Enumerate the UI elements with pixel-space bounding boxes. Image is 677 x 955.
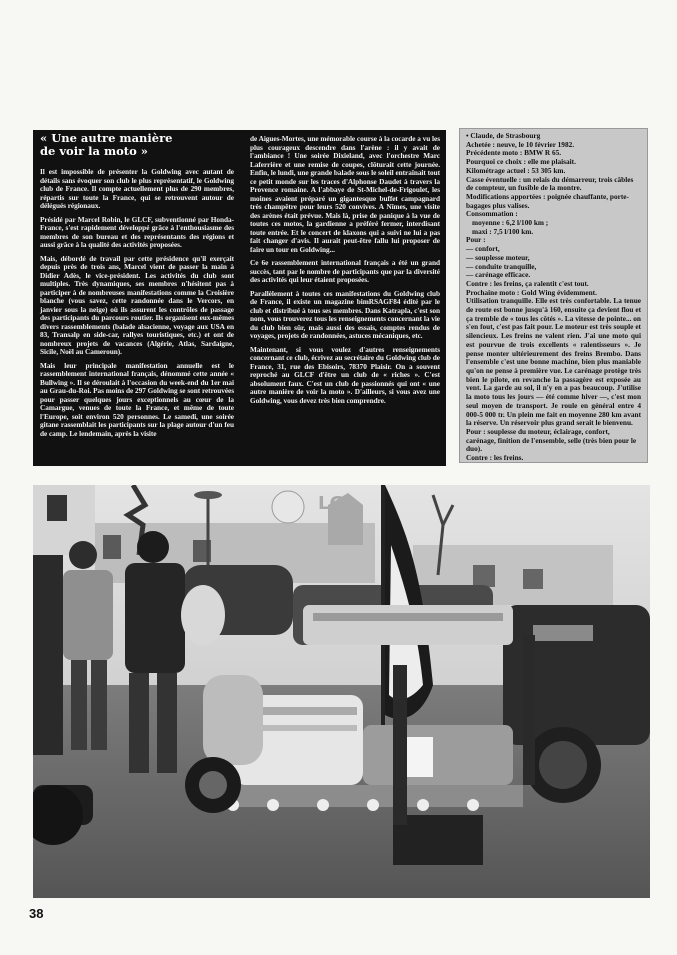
paragraph: Ce 6e rassemblement international français a été un grand succès, tant par le nombre de participants que par la diversité des activités qui leur étaient proposées. <box>250 258 440 284</box>
article-body-col2 <box>250 135 440 405</box>
article-column-2 <box>244 130 446 466</box>
headline-line-1: « Une autre manière <box>40 131 173 145</box>
paragraph: de Aigues-Mortes, une mémorable course à la cocarde a vu les plus courageux descendre dans l'arène : il y avait de l'ambiance ! Une soirée Dixieland, avec l'orchestre Marc Laferrière et une remise de coupes, clôturait cette journée. Enfin, le lundi, une grande balade sous le soleil entraînait tout ce petit monde sur les traces d'Alphonse Daudet à travers la Provence romaine. A l'abbaye de St-Michel-de-Frigoulet, les moines avaient préparé un gigantesque buffet campagnard très champêtre pour leurs 520 convives. A Nîmes, une visite des arènes était prévue. Mais là, prise de panique à la vue de toutes ces motos, la gardienne a préféré fermer, interdisant toute entrée. Et le concert de klaxons qui a suivi ne lui a pas fait changer d'avis. Il aurait peut-être fallu lui proposer de faire un tour en Goldwing... <box>250 134 440 254</box>
testimonial-line: Kilométrage actuel : 53 305 km. <box>466 165 566 175</box>
photo-illustration <box>33 485 650 898</box>
paragraph: Mais, débordé de travail par cette présidence qu'il exerçait depuis près de trois ans, Marcel vient de passer la main à Didier Adès, le vice-président. Les activités du club sont multiples. Très dynamiques, ses membres n'hésitent pas à participer à de nombreuses manifestations comme la Croisière blanche (vous savez, cette randonnée dans le Vercors, en janvier sous la neige) où ils assurent les contrôles de passage des participants du parcours routier. Ils organisent eux-mêmes divers rassemblements (balade alsacienne, voyage aux USA en 83, Transalp en side-car, rallyes touristiques, etc.) et ont de nombreux projets de vacances (Algérie, Atlas, Sardaigne, Sicile, Noël au Cameroun). <box>40 253 234 356</box>
testimonial-line: Utilisation tranquille. Elle est très confortable. La tenue de route est bonne jusqu'à 160, ensuite ça devient flou et ça tremble de « tous les côtés ». La vitesse de pointe... on s'en fout, c'est pas fait pour. Le moteur est très souple et silencieux. Les freins ne valent rien. J'ai une moto qui est pourvue de trois excellents « ralentisseurs ». Je pense monter ultérieurement des freins Brembo. Dans l'ensemble c'est une bonne machine, bien plus maniable qu'on ne pense à première vue. Le carénage protège très bien le pilote, en revanche la passagère est exposée au vent. La garde au sol, il n'y en a pas beaucoup. J'utilise la moto tous les jours — été comme hiver —, c'est mon seul moyen de transport. Je roule en général entre 4 000-5 000 tr. Un plein me fait en moyenne 280 km avant la réserve. Un réservoir plus grand serait le bienvenu. <box>466 296 641 428</box>
testimonial-line: moyenne : 6,2 l/100 km ; <box>472 218 549 228</box>
headline-line-2: de voir la moto » <box>40 144 148 158</box>
paragraph: Maintenant, si vous voulez d'autres renseignements concernant ce club, écrivez au secrétaire du Goldwing club de France, 31, rue des Ebisoirs, 78370 Plaisir. On a souvent reproché au GLCF d'être un club de « riches ». C'est absolument faux. C'est un club de passionnés qui ont « une autre manière de voir la moto ». D'ailleurs, si vous avez une Goldwing, vous devez très bien comprendre. <box>250 344 440 405</box>
testimonial-line: Précédente moto : BMW R 65. <box>466 148 562 158</box>
testimonial-line: Prochaine moto : Gold Wing évidemment. <box>466 287 597 297</box>
paragraph: Parallèlement à toutes ces manifestations du Goldwing club de France, il existe un magazine bimRSAGF84 édité par le club et distribué à tous ses membres. Dans Katrapla, c'est son nom, vous trouverez tous les renseignements concernant la vie du club bien sûr, mais aussi des essais, comptes rendus de voyages, projets de randonnées, astuces mécaniques, etc. <box>250 288 440 340</box>
testimonial-line: Contre : les freins. <box>466 453 524 463</box>
article-headline <box>40 132 234 158</box>
testimonial-line: — carénage efficace. <box>466 270 531 280</box>
page-number: 38 <box>29 906 44 921</box>
testimonial-line: Consommation : <box>466 209 518 219</box>
article-body-col1 <box>40 168 234 438</box>
testimonial-line: Modifications apportées : poignée chauffante, porte-bagages plus valises. <box>466 191 629 210</box>
testimonial-line: • Claude, de Strasbourg <box>466 131 541 140</box>
paragraph: Présidé par Marcel Robin, le GLCF, subventionné par Honda-France, s'est rapidement développé grâce à l'enthousiasme des membres de son bureau et des représentants des régions et aussi grâce à la qualité des activités proposées. <box>40 214 234 249</box>
paragraph: Il est impossible de présenter la Goldwing avec autant de détails sans évoquer son club le plus représentatif, le Goldwing club de France. Il compte actuellement plus de 290 membres, répartis sur toute la France, qui se retrouvent autour de délégués régionaux. <box>40 167 234 210</box>
watermark-logo: LG <box>318 493 345 514</box>
testimonial-line: Pour : souplesse du moteur, éclairage, confort, carénage, finition de l'ensemble, selle (très bien pour le duo). <box>466 426 637 454</box>
owner-testimonial-box <box>459 128 648 463</box>
article-box <box>33 130 446 466</box>
testimonial-line: — souplesse moteur, <box>466 252 530 262</box>
testimonial-line: Contre : les freins, ça ralentit c'est tout. <box>466 278 589 288</box>
testimonial-line: Pourquoi ce choix : elle me plaisait. <box>466 157 576 167</box>
testimonial-line: — conduite tranquille, <box>466 261 537 271</box>
paragraph: Mais leur principale manifestation annuelle est le rassemblement international français, dénommé cette année « Bullwing ». Il se déroulait à l'occasion du week-end du 1er mai au Grau-du-Roi. Pas moins de 297 Goldwing se sont retrouvées pour passer quelques jours exceptionnels au cœur de la Camargue, venues de toute la France, et même de toute l'Europe, soit environ 520 personnes. Le samedi, une soirée gitane rassemblait les participants sur la plage autour d'un feu de camp. Le lendemain, après la visite <box>40 360 234 438</box>
testimonial-line: — confort, <box>466 244 500 254</box>
article-column-1 <box>33 130 240 466</box>
goldwing-rally-photo <box>33 485 650 898</box>
testimonial-line: Casse éventuelle : un relais du démarreur, trois câbles de compteur, un fusible de la montre. <box>466 174 634 193</box>
testimonial-line: Pour : <box>466 235 486 245</box>
testimonial-line: maxi : 7,5 l/100 km. <box>472 226 534 236</box>
testimonial-line: Achetée : neuve, le 10 février 1982. <box>466 139 575 149</box>
